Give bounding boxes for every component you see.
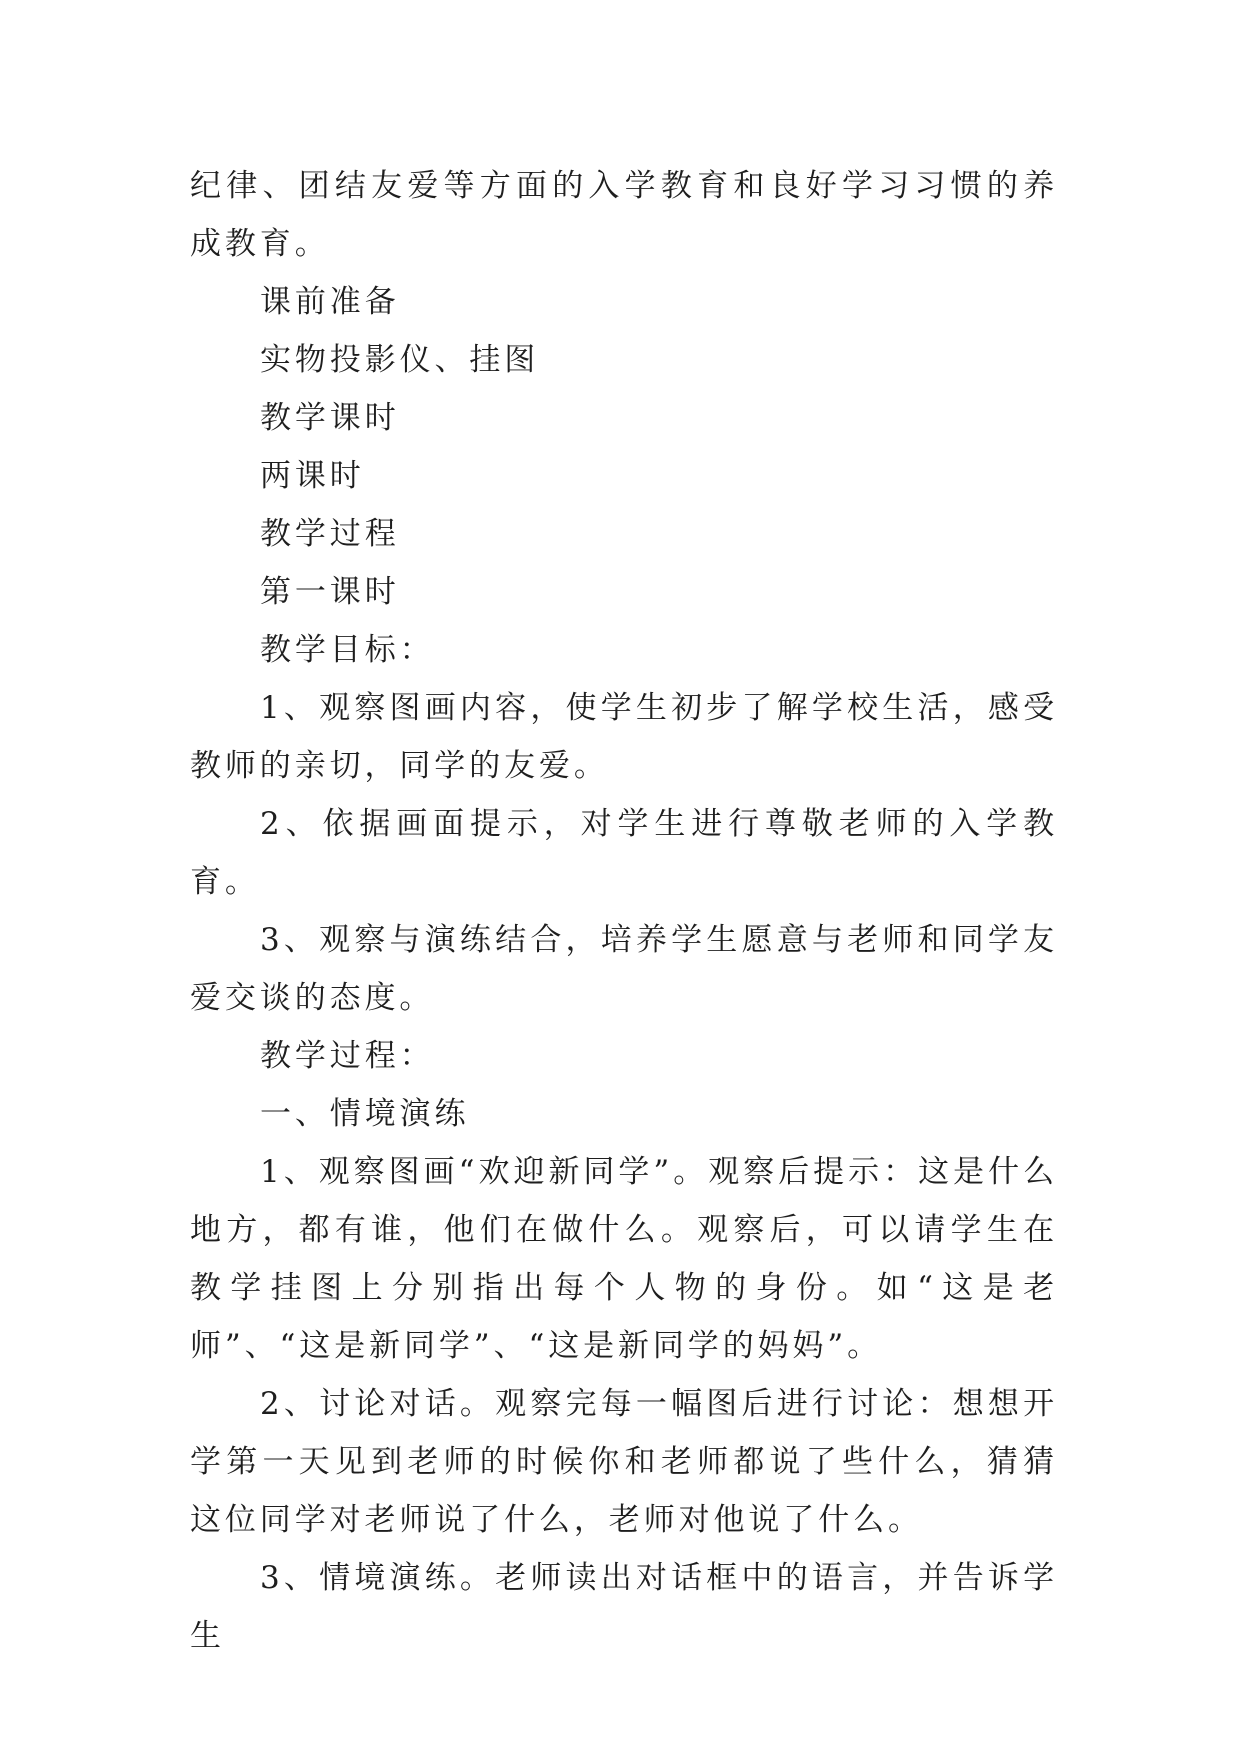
heading-teaching-goals: 教学目标： bbox=[260, 632, 435, 668]
paragraph-materials: 实物投影仪、挂图 bbox=[260, 342, 540, 378]
paragraph-continuation: 纪律、团结友爱等方面的入学教育和良好学习习惯的养成教育。 bbox=[190, 168, 1058, 262]
heading-first-lesson: 第一课时 bbox=[260, 574, 400, 610]
heading-lesson-preparation: 课前准备 bbox=[260, 284, 400, 320]
goal-item-2: 2、依据画面提示，对学生进行尊敬老师的入学教育。 bbox=[190, 806, 1058, 900]
goal-item-1: 1、观察图画内容，使学生初步了解学校生活，感受教师的亲切，同学的友爱。 bbox=[190, 690, 1058, 784]
step-item-1: 1、观察图画“欢迎新同学”。观察后提示：这是什么地方，都有谁，他们在做什么。观察后，可以请学生在教学挂图上分别指出每个人物的身份。如“这是老师”、“这是新同学”、“这是新同学的妈妈”。 bbox=[190, 1154, 1058, 1364]
goal-item-3: 3、观察与演练结合，培养学生愿意与老师和同学友爱交谈的态度。 bbox=[190, 922, 1058, 1016]
heading-teaching-process: 教学过程 bbox=[260, 516, 400, 552]
heading-teaching-process-2: 教学过程： bbox=[260, 1038, 435, 1074]
paragraph-hours-value: 两课时 bbox=[260, 458, 365, 494]
section-heading-situational-practice: 一、情境演练 bbox=[260, 1096, 470, 1132]
step-item-2: 2、讨论对话。观察完每一幅图后进行讨论：想想开学第一天见到老师的时候你和老师都说了些什么，猜猜这位同学对老师说了什么，老师对他说了什么。 bbox=[190, 1386, 1058, 1538]
step-item-3: 3、情境演练。老师读出对话框中的语言，并告诉学生 bbox=[190, 1560, 1058, 1654]
document-body bbox=[190, 157, 1058, 1665]
heading-teaching-hours: 教学课时 bbox=[260, 400, 400, 436]
